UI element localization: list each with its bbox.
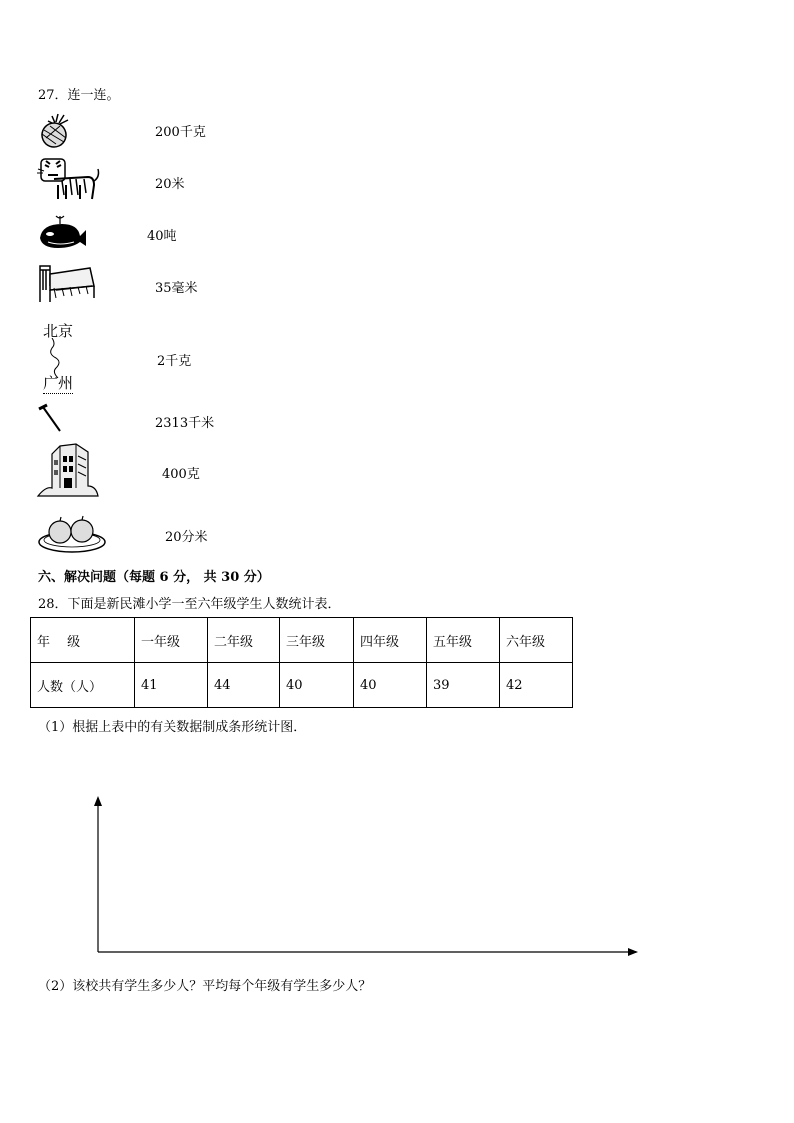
value-item-1: 200千克 <box>155 125 206 140</box>
section-6-title: 六、解决问题（每题 6 分， 共 30 分） <box>38 570 270 585</box>
value-item-8: 20分米 <box>165 530 208 545</box>
building-icon <box>36 442 100 498</box>
blank-chart-axes <box>90 794 642 958</box>
whale-icon <box>36 212 88 252</box>
map-label-guangzhou: 广州 <box>43 374 74 392</box>
table-row-label: 人数（人） <box>31 663 135 708</box>
table-cell: 41 <box>135 663 208 708</box>
table-header-cell: 一年级 <box>135 618 208 663</box>
fruit-plate-icon <box>36 512 108 554</box>
tiger-icon <box>36 155 102 205</box>
table-cell: 39 <box>427 663 500 708</box>
bed-icon <box>36 260 96 306</box>
table-header-cell: 六年级 <box>500 618 573 663</box>
nail-icon <box>36 403 66 435</box>
value-item-7: 400克 <box>162 467 200 482</box>
table-header-cell: 二年级 <box>208 618 280 663</box>
table-cell: 40 <box>280 663 354 708</box>
value-item-2: 20米 <box>155 177 185 192</box>
table-cell: 44 <box>208 663 280 708</box>
table-cell: 42 <box>500 663 573 708</box>
x-axis-arrow-icon <box>628 948 638 956</box>
table-header-label: 年 级 <box>31 618 135 663</box>
value-item-6: 2313千米 <box>155 416 215 431</box>
table-header-row <box>31 618 573 663</box>
question-27-title: 27．连一连。 <box>38 88 120 103</box>
table-header-cell: 四年级 <box>354 618 427 663</box>
table-cell: 40 <box>354 663 427 708</box>
table-row <box>31 663 573 708</box>
map-label-beijing: 北京 <box>43 322 74 340</box>
table-header-cell: 五年级 <box>427 618 500 663</box>
sub-question-1: （1）根据上表中的有关数据制成条形统计图． <box>38 720 307 735</box>
pineapple-icon <box>36 112 76 148</box>
student-count-table <box>30 617 573 708</box>
value-item-5: 2千克 <box>157 354 192 369</box>
value-item-4: 35毫米 <box>155 281 198 296</box>
y-axis-arrow-icon <box>94 796 102 806</box>
value-item-3: 40吨 <box>147 229 177 244</box>
table-header-cell: 三年级 <box>280 618 354 663</box>
question-28-title: 28．下面是新民滩小学一至六年级学生人数统计表． <box>38 597 341 612</box>
map-route-picture <box>36 320 82 392</box>
sub-question-2: （2）该校共有学生多少人？平均每个年级有学生多少人？ <box>38 979 372 994</box>
